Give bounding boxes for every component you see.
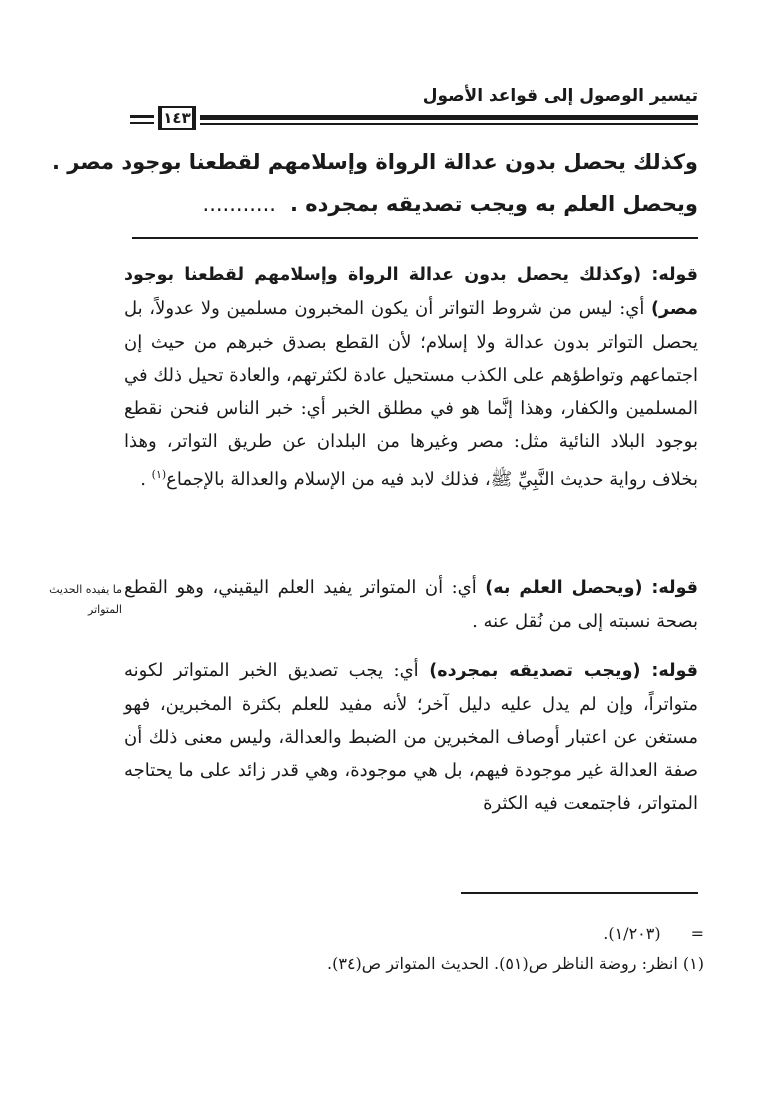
paragraph-2-lead: قوله:: [642, 578, 698, 598]
margin-note: ما يفيده الحديث المتواتر: [49, 583, 122, 616]
header-rule-left-thick: [130, 115, 154, 118]
header-rule-left-thin: [130, 122, 154, 124]
matn-line-1: وكذلك يحصل بدون عدالة الرواة وإسلامهم لقطعنا بوجود مصر .: [52, 150, 698, 174]
footnote-continuation: [104, 922, 704, 946]
paragraph-3-quote: (ويجب تصديقه بمجرده): [429, 661, 641, 681]
continuation-mark: =: [690, 924, 704, 943]
header-rule-thin: [200, 123, 698, 125]
paragraph-1-end: .: [140, 469, 152, 490]
continuation-text: (١/٢٠٣).: [603, 924, 661, 943]
commentary-paragraph-2: [124, 571, 698, 638]
footnote-rule: [461, 892, 698, 894]
footnote-ref-1[interactable]: (١): [151, 468, 167, 481]
footnote-1: [104, 952, 704, 976]
header-double-rule: [200, 113, 698, 127]
paragraph-3-lead: قوله:: [640, 661, 698, 681]
paragraph-2-text: أي: أن المتواتر يفيد العلم اليقيني، وهو القطع بصحة نسبته إلى من نُقل عنه .: [124, 577, 698, 632]
page-number: ١٤٣: [158, 106, 196, 130]
running-title: تيسير الوصول إلى قواعد الأصول: [422, 86, 698, 106]
paragraph-3-text: أي: يجب تصديق الخبر المتواتر لكونه متواتراً، وإن لم يدل عليه دليل آخر؛ لأنه مفيد للعلم بكثرة المخبرين، فهو مستغن عن اعتبار أوصاف المخبرين من الضبط والعدالة، وليس معنى ذلك أن صفة العدالة غير موجودة فيهم، بل هي موجودة، وهي قدر زائد على ما يحتاجه المتواتر، فاجتمعت فيه الكثرة: [124, 660, 698, 814]
commentary-paragraph-3: [124, 654, 698, 820]
paragraph-1-quote: (وكذلك يحصل بدون عدالة الرواة وإسلامهم لقطعنا بوجود مصر): [124, 265, 698, 319]
paragraph-1-text: أي: ليس من شروط التواتر أن يكون المخبرون مسلمين ولا عدولاً، بل يحصل التواتر بدون عدالة ولا إسلام؛ لأن القطع بصدق خبرهم من حيث إن اجتماعهم وتواطؤهم على الكذب مستحيل عادة لكثرتهم، والعادة تحيل ذلك في المسلمين والكفار، وهذا إنَّما هو في مطلق الخبر أي: خبر الناس فنحن نقطع بوجود البلاد النائية مثل: مصر وغيرها من البلدان عن طريق التواتر، وهذا بخلاف رواية حديث النَّبِيِّ ﷺ، فذلك لابد فيه من الإسلام والعدالة بالإجماع: [124, 298, 698, 490]
commentary-paragraph-1: [124, 258, 698, 496]
footnote-1-text: انظر: روضة الناظر ص(٥١). الحديث المتواتر ص(٣٤).: [327, 954, 678, 973]
paragraph-2-quote: (ويحصل العلم به): [485, 578, 643, 598]
matn-line-2: [138, 192, 698, 216]
footnote-1-marker: (١): [682, 954, 704, 973]
matn-line-2-text: ويحصل العلم به ويجب تصديقه بمجرده .: [289, 192, 698, 216]
paragraph-1-lead: قوله:: [641, 265, 698, 285]
matn-dots: ...........: [202, 192, 276, 216]
header-rule-thick: [200, 115, 698, 120]
matn-separator-rule: [132, 237, 698, 239]
